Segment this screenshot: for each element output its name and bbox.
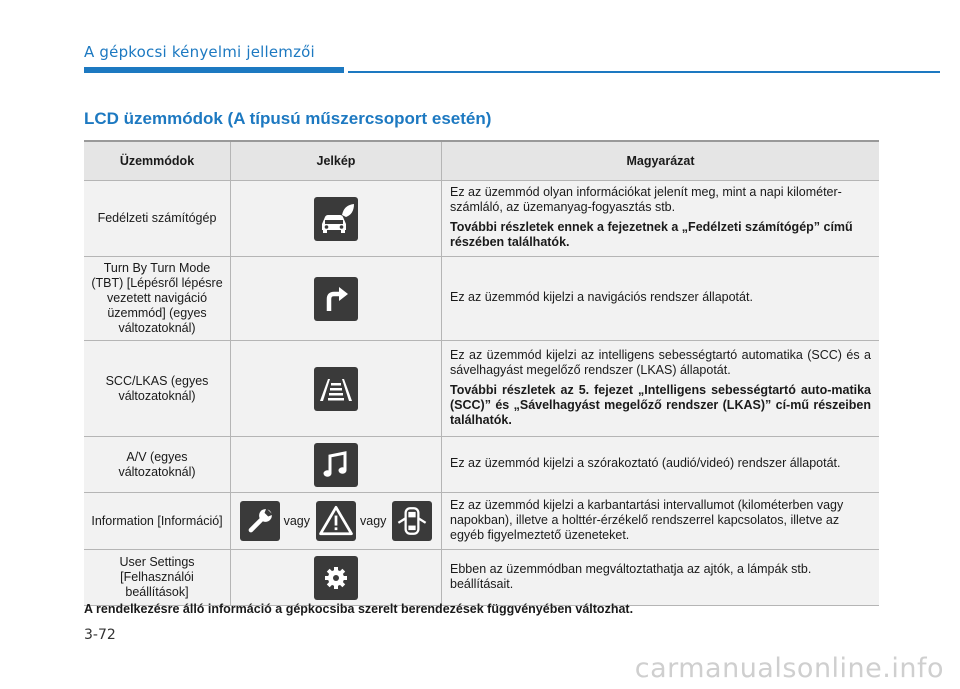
gear-icon — [314, 556, 358, 600]
explanation-cell — [442, 341, 880, 437]
table-row — [84, 493, 879, 550]
trip-computer-icon — [314, 197, 358, 241]
table-header-row — [84, 141, 879, 181]
column-header-mode: Üzemmódok — [84, 141, 231, 181]
symbol-cell — [231, 493, 442, 550]
table-row — [84, 341, 879, 437]
explanation-text: Ez az üzemmód kijelzi a karbantartási intervallumot (kilométerben vagy napokban), illetve a holttér-érzékelő rendszerrel kapcsolatos, illetve az egyéb figyelmeztető üzeneteket. — [450, 497, 844, 542]
explanation-cell — [442, 550, 880, 606]
explanation-text: Ebben az üzemmódban megváltoztathatja az ajtók, a lámpák stb. beállításait. — [450, 561, 812, 591]
watermark: carmanualsonline.info — [634, 653, 944, 684]
table-row — [84, 437, 879, 493]
explanation-cell — [442, 493, 880, 550]
warning-triangle-icon — [316, 501, 356, 541]
explanation-text: Ez az üzemmód kijelzi az intelligens sebességtartó automatika (SCC) és a sávelhagyást megelőző rendszer (LKAS) állapotát. — [450, 347, 871, 377]
header-rule-thin — [348, 71, 940, 73]
explanation-reference: További részletek ennek a fejezetnek a „Fedélzeti számítógép” című részében találhatók. — [450, 220, 853, 249]
explanation-reference: További részletek az 5. fejezet „Intelligens sebességtartó auto-matika (SCC)” és „Sávelhagyást megelőző rendszer (LKAS)” cí-mű részeiben találhatók. — [450, 382, 871, 427]
mode-cell: Turn By Turn Mode (TBT) [Lépésről lépésre vezetett navigáció üzemmód] (egyes változatoknál) — [84, 257, 231, 341]
separator-text: vagy — [283, 513, 310, 528]
explanation-cell — [442, 181, 880, 257]
page-heading: LCD üzemmódok (A típusú műszercsoport esetén) — [84, 109, 492, 128]
explanation-cell — [442, 437, 880, 493]
explanation-cell — [442, 257, 880, 341]
explanation-text: Ez az üzemmód kijelzi a navigációs rendszer állapotát. — [450, 290, 753, 304]
wrench-icon — [240, 501, 280, 541]
mode-cell: User Settings [Felhasználói beállítások] — [84, 550, 231, 606]
header-rule-thick — [84, 67, 344, 73]
table-row — [84, 257, 879, 341]
column-header-symbol: Jelkép — [231, 141, 442, 181]
table-row — [84, 550, 879, 606]
separator-text: vagy — [360, 513, 387, 528]
mode-cell: A/V (egyes változatoknál) — [84, 437, 231, 493]
section-title: A gépkocsi kényelmi jellemzői — [84, 43, 315, 61]
mode-cell: Fedélzeti számítógép — [84, 181, 231, 257]
page-number: 3-72 — [84, 627, 116, 643]
mode-cell: Information [Információ] — [84, 493, 231, 550]
symbol-cell — [231, 341, 442, 437]
door-open-car-icon — [392, 501, 432, 541]
explanation-text: Ez az üzemmód kijelzi a szórakoztató (audió/videó) rendszer állapotát. — [450, 456, 841, 470]
explanation-text: Ez az üzemmód olyan információkat jelenít meg, mint a napi kilométer-számláló, az üzemanyag-fogyasztás stb. — [450, 185, 842, 214]
table-row — [84, 181, 879, 257]
symbol-cell — [231, 181, 442, 257]
lcd-modes-table — [84, 140, 879, 606]
symbol-cell — [231, 257, 442, 341]
footnote: A rendelkezésre álló információ a gépkocsiba szerelt berendezések függvényében változhat. — [84, 602, 634, 616]
mode-cell: SCC/LKAS (egyes változatoknál) — [84, 341, 231, 437]
music-note-icon — [314, 443, 358, 487]
turn-right-arrow-icon — [314, 277, 358, 321]
symbol-cell — [231, 437, 442, 493]
symbol-cell — [231, 550, 442, 606]
lane-assist-icon — [314, 367, 358, 411]
column-header-explanation: Magyarázat — [442, 141, 880, 181]
